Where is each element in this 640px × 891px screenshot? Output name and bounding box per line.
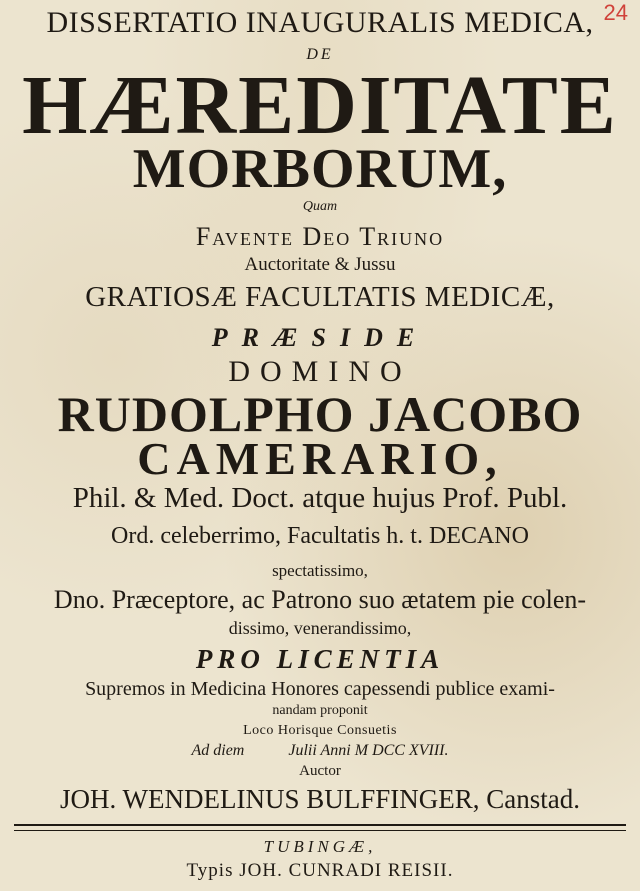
praeses-title-line5: dissimo, venerandissimo, xyxy=(228,618,412,638)
praeses-title-line3: spectatissimo, xyxy=(272,561,368,580)
date-year: M DCC XVIII. xyxy=(354,742,449,759)
imprint-printer: Typis JOH. CUNRADI REISII. xyxy=(186,860,454,881)
licentia-line3: Loco Horisque Consuetis xyxy=(243,723,397,738)
licentia-line1: Supremos in Medicina Honores capessendi publice exami- xyxy=(85,678,555,700)
praeses-name-line1: RUDOLPHO JACOBO xyxy=(57,386,583,442)
de-label: DE xyxy=(306,46,334,63)
main-title-haereditate: HÆREDITATE xyxy=(22,59,618,152)
facultas-line: GRATIOSÆ FACULTATIS MEDICÆ, xyxy=(85,281,555,313)
page-number: 24 xyxy=(603,0,628,25)
auctoritate-line: Auctoritate & Jussu xyxy=(244,254,396,275)
date-anni: Anni xyxy=(320,742,351,759)
double-rule-bottom xyxy=(14,830,626,831)
praeside-label: PRÆSIDE xyxy=(211,323,429,352)
favente-deo-line: Favente Deo Triuno xyxy=(195,222,445,251)
main-title-morborum: MORBORUM, xyxy=(132,138,508,200)
praeses-title-line2: Ord. celeberrimo, Facultatis h. t. DECANO xyxy=(111,523,529,549)
licentia-line2: nandam proponit xyxy=(272,703,368,718)
date-month: Julii xyxy=(288,742,317,759)
domino-label: DOMINO xyxy=(228,355,412,388)
auctor-label: Auctor xyxy=(299,763,341,779)
date-line xyxy=(0,743,640,759)
pro-licentia-heading: PRO LICENTIA xyxy=(195,644,445,674)
imprint-city: TUBINGÆ, xyxy=(263,837,377,856)
dissertation-heading: DISSERTATIO INAUGURALIS MEDICA, xyxy=(46,6,594,39)
quam-label: Quam xyxy=(302,199,338,214)
praeses-name-line2: CAMERARIO, xyxy=(137,433,503,484)
double-rule-top xyxy=(14,824,626,826)
praeses-title-line4: Dno. Præceptore, ac Patrono suo ætatem pie colen- xyxy=(53,585,587,614)
date-prefix: Ad diem xyxy=(191,742,245,759)
author-line: JOH. WENDELINUS BULFFINGER, Canstad. xyxy=(60,784,580,814)
praeses-title-line1: Phil. & Med. Doct. atque hujus Prof. Publ. xyxy=(72,482,568,514)
